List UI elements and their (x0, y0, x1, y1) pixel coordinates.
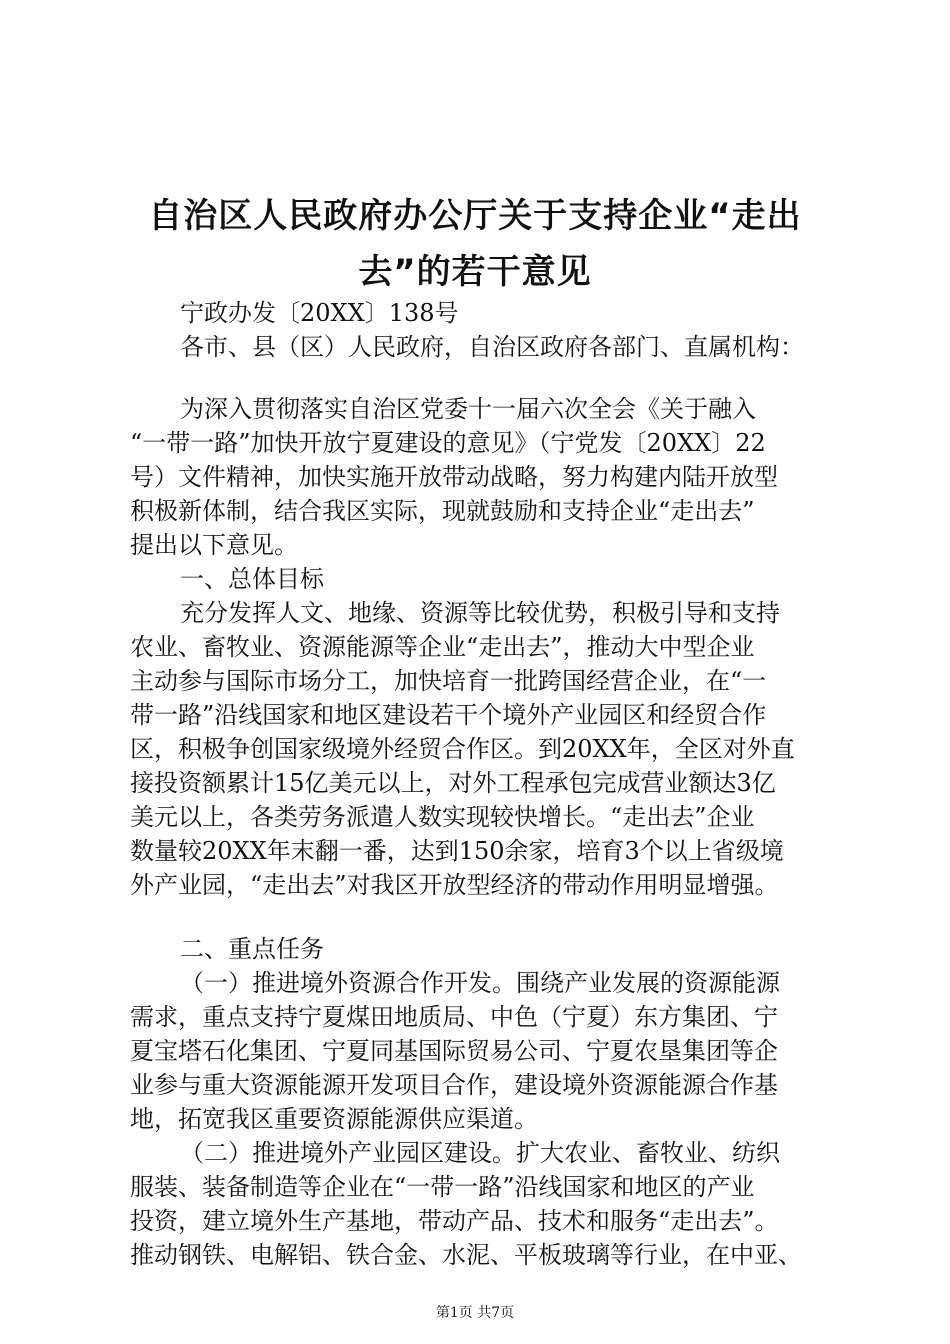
section1-line: 区，积极争创国家级境外经贸合作区。到20XX年，全区对外直 (130, 735, 795, 763)
section2-item1-line: 业参与重大资源能源开发项目合作，建设境外资源能源合作基 (130, 1071, 778, 1099)
page-footer: 第1页 共7页 (435, 1305, 515, 1321)
section-heading-1: 一、总体目标 (180, 565, 324, 593)
intro-line: 积极新体制，结合我区实际，现就鼓励和支持企业“走出去” (130, 497, 755, 525)
section2-item2-line: 推动钢铁、电解铝、铁合金、水泥、平板玻璃等行业，在中亚、 (130, 1241, 802, 1269)
intro-line: 为深入贯彻落实自治区党委十一届六次全会《关于融入 (180, 395, 756, 423)
section1-line: 主动参与国际市场分工，加快培育一批跨国经营企业，在“一 (130, 667, 767, 695)
document-title-line-1: 自治区人民政府办公厅关于支持企业“走出 (148, 196, 802, 236)
section2-item2-line: （二）推进境外产业园区建设。扩大农业、畜牧业、纺织 (180, 1139, 780, 1167)
section2-item1-line: 地，拓宽我区重要资源能源供应渠道。 (130, 1105, 538, 1133)
section-heading-2: 二、重点任务 (180, 935, 324, 963)
document-number: 宁政办发〔20XX〕138号 (180, 299, 459, 327)
section1-line: 美元以上，各类劳务派遣人数实现较快增长。“走出去”企业 (130, 803, 755, 831)
section1-line: 外产业园，“走出去”对我区开放型经济的带动作用明显增强。 (130, 871, 779, 899)
section1-line: 农业、畜牧业、资源能源等企业“走出去”，推动大中型企业 (130, 633, 755, 661)
intro-line: 提出以下意见。 (130, 531, 298, 559)
intro-line: “一带一路”加快开放宁夏建设的意见》（宁党发〔20XX〕22 (130, 429, 766, 457)
section1-line: 数量较20XX年末翻一番，达到150余家，培育3个以上省级境 (130, 837, 784, 865)
document-title-line-2: 去”的若干意见 (358, 252, 592, 292)
section2-item1-line: 需求，重点支持宁夏煤田地质局、中色（宁夏）东方集团、宁 (130, 1003, 778, 1031)
addressee: 各市、县（区）人民政府，自治区政府各部门、直属机构： (180, 333, 804, 361)
section2-item1-line: 夏宝塔石化集团、宁夏同基国际贸易公司、宁夏农垦集团等企 (130, 1037, 778, 1065)
section2-item2-line: 投资，建立境外生产基地，带动产品、技术和服务“走出去”。 (130, 1207, 779, 1235)
section1-line: 接投资额累计15亿美元以上，对外工程承包完成营业额达3亿 (130, 769, 776, 797)
section1-line: 充分发挥人文、地缘、资源等比较优势，积极引导和支持 (180, 599, 780, 627)
section2-item1-line: （一）推进境外资源合作开发。围绕产业发展的资源能源 (180, 969, 780, 997)
section2-item2-line: 服装、装备制造等企业在“一带一路”沿线国家和地区的产业 (130, 1173, 755, 1201)
intro-line: 号）文件精神，加快实施开放带动战略，努力构建内陆开放型 (130, 463, 778, 491)
section1-line: 带一路”沿线国家和地区建设若干个境外产业园区和经贸合作 (130, 701, 767, 729)
